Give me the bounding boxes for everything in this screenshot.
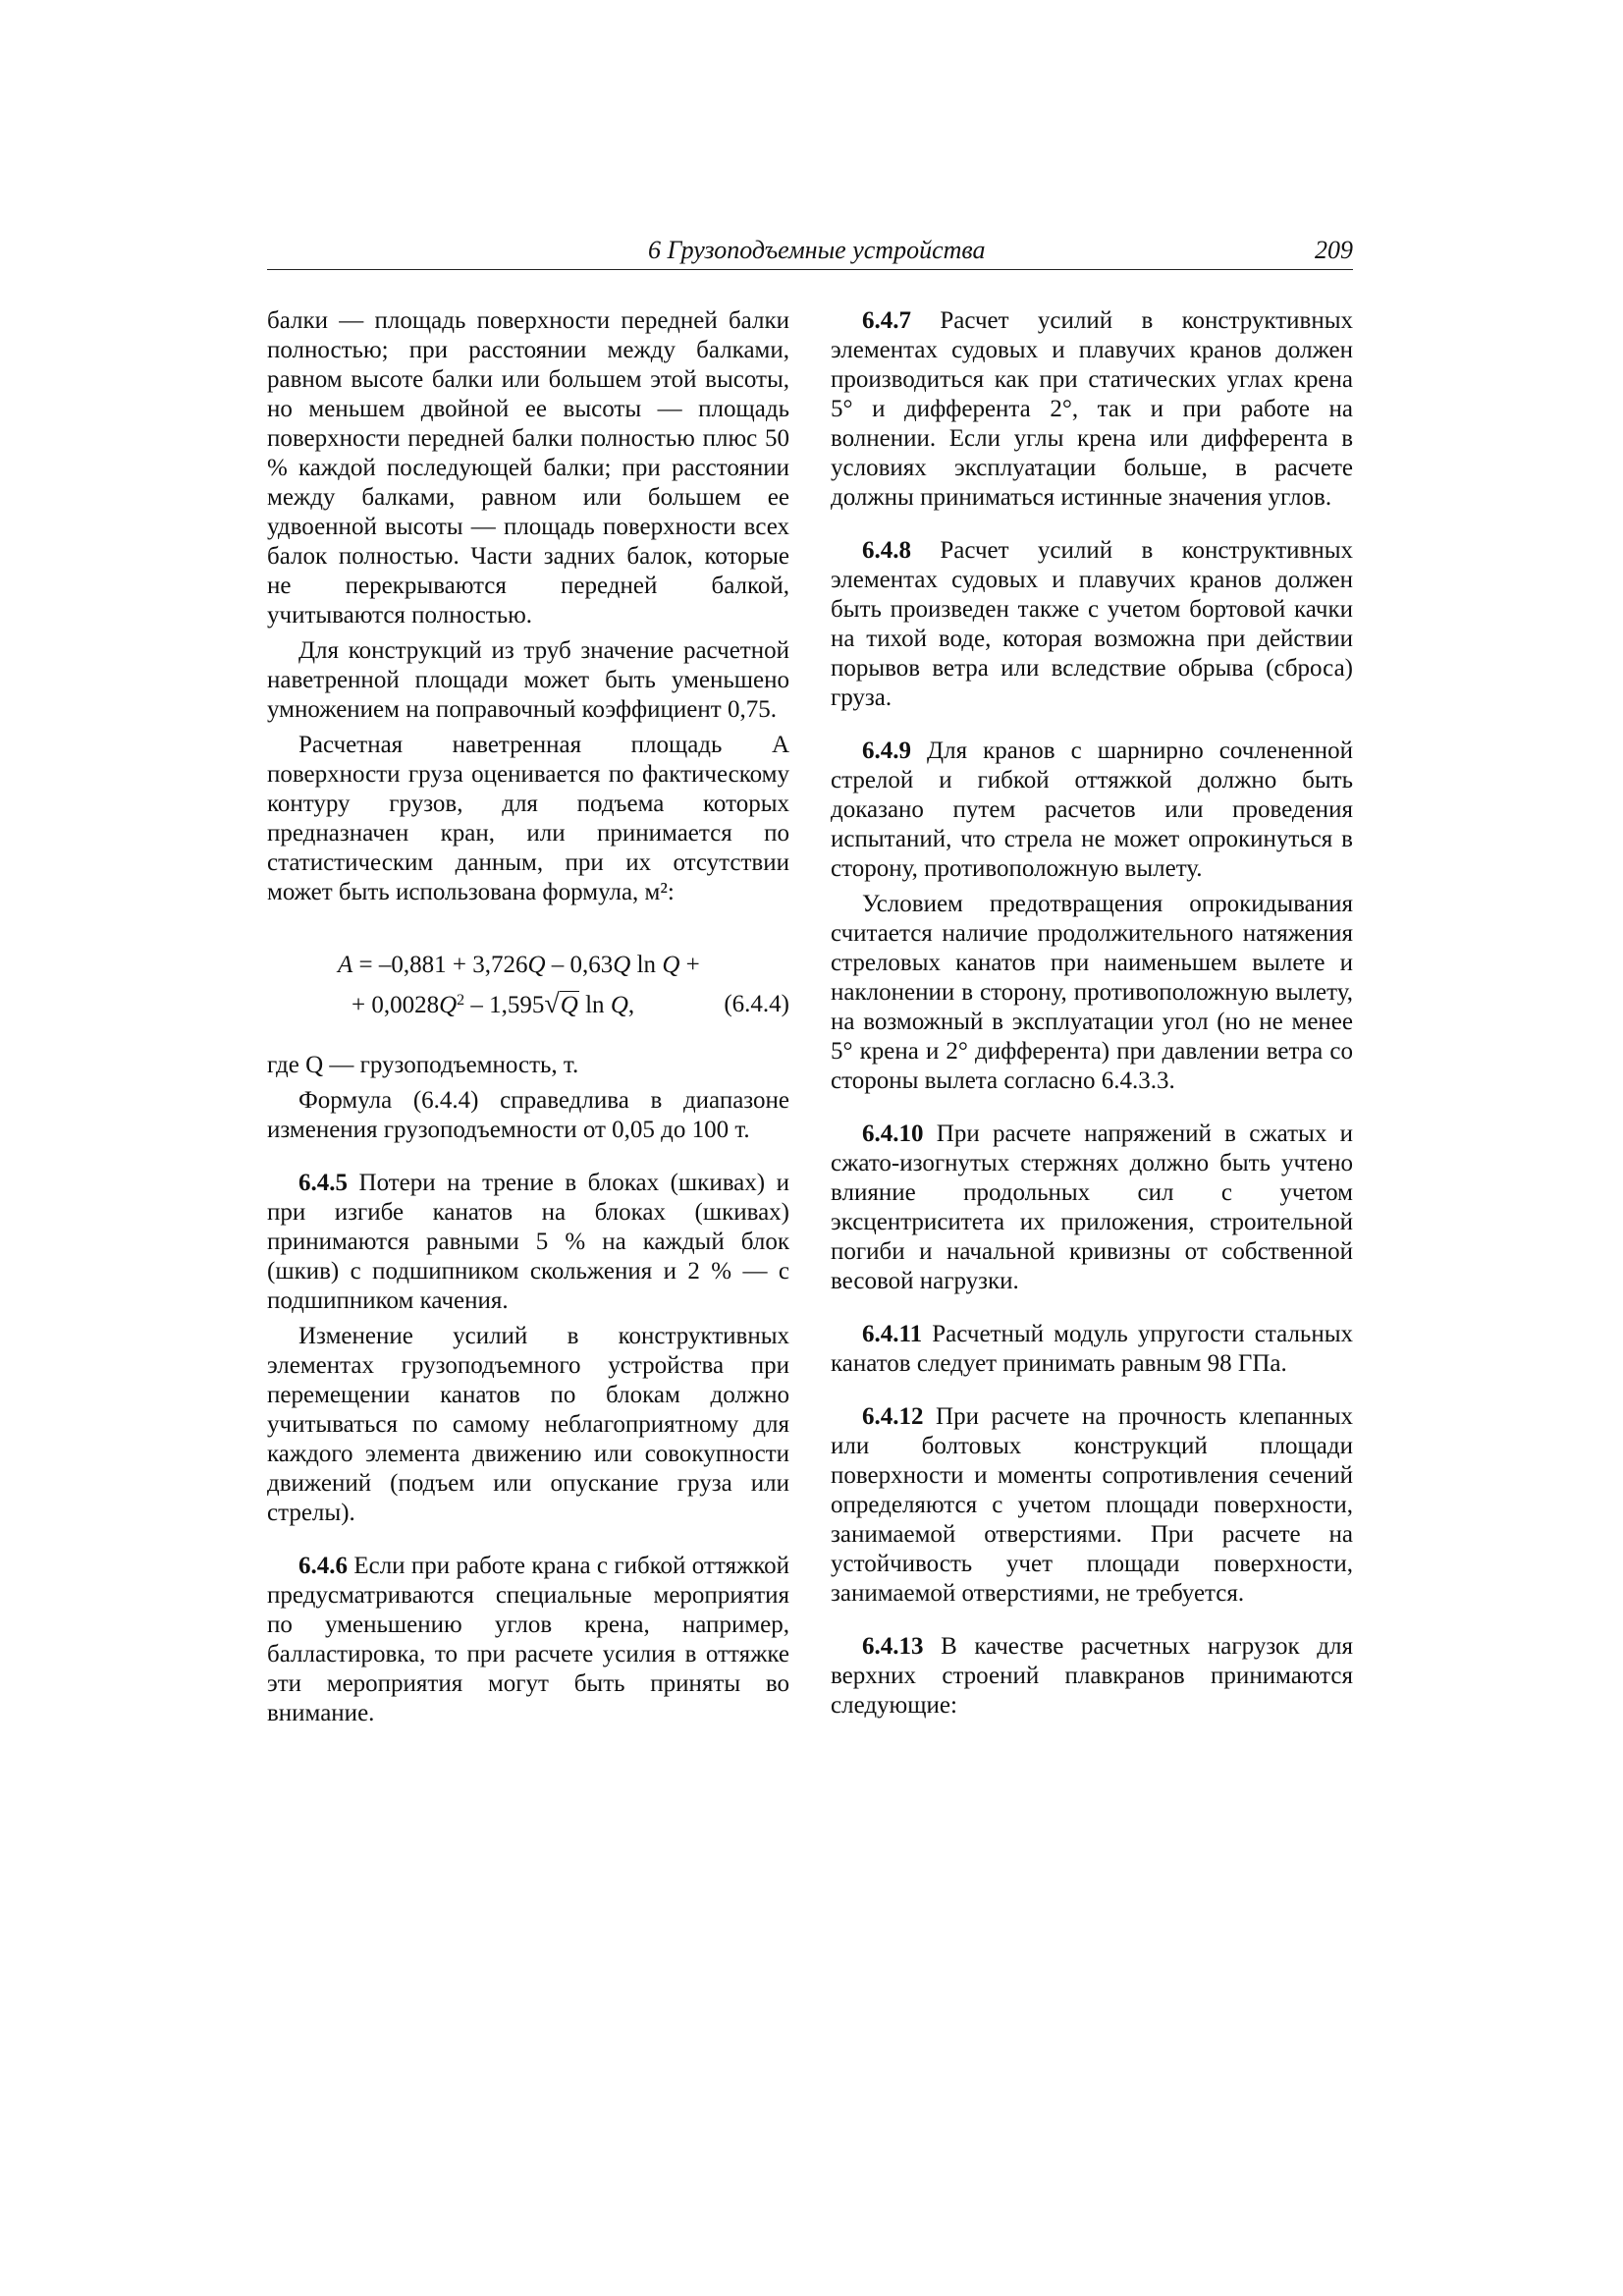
- chapter-title: 6 Грузоподъемные устройства: [648, 236, 986, 264]
- section-number: 6.4.9: [862, 738, 911, 764]
- section-text: Для кранов с шарнирно сочлененной стрелой и гибкой оттяжкой должно быть доказано путем расчетов или проведения испытаний, что стрела не может опрокинуться в сторону, противоположную вылету.: [831, 738, 1353, 882]
- section-number: 6.4.11: [862, 1321, 923, 1347]
- section-6-4-6: [267, 1552, 789, 1728]
- formula-number: (6.4.4): [724, 991, 789, 1017]
- page-number: 209: [1315, 236, 1353, 264]
- section-number: 6.4.7: [862, 307, 911, 334]
- paragraph-cargo-windage-area: Расчетная наветренная площадь A поверхности груза оценивается по фактическому контуру грузов, для подъема которых предназначен кран, или принимается по статистическим данным, при их отсутствии может быть использована формула, м²:: [267, 732, 789, 905]
- section-text: Расчетный модуль упругости стальных канатов следует принимать равным 98 ГПа.: [831, 1321, 1353, 1377]
- formula-line-1: A = –0,881 + 3,726Q – 0,63Q ln Q +: [338, 952, 700, 978]
- section-number: 6.4.10: [862, 1121, 924, 1147]
- section-text: Расчет усилий в конструктивных элементах судовых и плавучих кранов должен быть произведен также с учетом бортовой качки на тихой воде, которая возможна при действии порывов ветра или вследствие обрыва (сброса) груза.: [831, 537, 1353, 711]
- running-header: [267, 236, 1353, 270]
- section-6-4-9: [831, 737, 1353, 884]
- section-text: Если при работе крана с гибкой оттяжкой предусматриваются специальные мероприятия по уменьшению углов крена, например, балластировка, то при расчете усилия в оттяжке эти мероприятия могут быть приняты во внимание.: [267, 1553, 789, 1726]
- section-number: 6.4.6: [298, 1553, 348, 1579]
- right-column: [831, 306, 1353, 1721]
- section-number: 6.4.5: [298, 1170, 348, 1196]
- section-number: 6.4.8: [862, 537, 911, 564]
- formula-line-2: + $0,0028Q^2 - 1,595√Q$ ln Q,: [352, 989, 635, 1019]
- left-column: [267, 306, 789, 1728]
- section-text: Расчет усилий в конструктивных элементах судовых и плавучих кранов должен производиться как при статических углах крена 5° и дифферента 2°, так и при работе на волнении. Если углы крена или дифферента в условиях эксплуатации больше, в расчете должны приниматься истинные значения углов.: [831, 307, 1353, 511]
- section-text: При расчете напряжений в сжатых и сжато-изогнутых стержнях должно быть учтено влияние продольных сил с учетом эксцентриситета их приложения, строительной погиби и начальной кривизны от собственной весовой нагрузки.: [831, 1121, 1353, 1294]
- section-6-4-5: [267, 1169, 789, 1316]
- section-6-4-11: [831, 1320, 1353, 1379]
- section-text: При расчете на прочность клепанных или болтовых конструкций площади поверхности и моменты сопротивления сечений определяются с учетом площади поверхности, занимаемой отверстиями. При расчете на устойчивость учет площади поверхности, занимаемой отверстиями, не требуется.: [831, 1403, 1353, 1607]
- paragraph-formula-range: Формула (6.4.4) справедлива в диапазоне изменения грузоподъемности от 0,05 до 100 т.: [267, 1087, 789, 1143]
- paragraph-beams-continuation: балки — площадь поверхности передней балки полностью; при расстоянии между балками, равном высоте балки или большем этой высоты, но меньшем двойной ее высоты — площадь поверхности передней балки полностью плюс 50 % каждой последующей балки; при расстоянии между балками, равном или большем ее удвоенной высоты — площадь поверхности всех балок полностью. Части задних балок, которые не перекрываются передней балкой, учитываются полностью.: [267, 307, 789, 629]
- section-6-4-13: [831, 1632, 1353, 1721]
- section-text: В качестве расчетных нагрузок для верхних строений плавкранов принимаются следующие:: [831, 1633, 1353, 1719]
- section-text: Потери на трение в блоках (шкивах) и при изгибе канатов на блоках (шкивах) принимаются равными 5 % на каждый блок (шкив) с подшипником скольжения и 2 % — с подшипником качения.: [267, 1170, 789, 1314]
- section-6-4-8: [831, 536, 1353, 713]
- section-6-4-10: [831, 1120, 1353, 1296]
- paragraph-rope-movement: Изменение усилий в конструктивных элементах грузоподъемного устройства при перемещении канатов по блокам должно учитываться по самому неблагоприятному для каждого элемента движению или совокупности движений (подъем или опускание груза или стрелы).: [267, 1323, 789, 1526]
- section-number: 6.4.13: [862, 1633, 924, 1660]
- section-6-4-7: [831, 306, 1353, 513]
- formula-6-4-4: [267, 951, 789, 1045]
- section-number: 6.4.12: [862, 1403, 924, 1430]
- paragraph-where-q: где Q — грузоподъемность, т.: [267, 1052, 579, 1078]
- paragraph-overturn-condition: Условием предотвращения опрокидывания считается наличие продолжительного натяжения стреловых канатов при наименьшем вылете и наклонении в сторону, противоположную вылету, на возможный в эксплуатации угол (но не менее 5° крена и 2° дифферента) при давлении ветра со стороны вылета согласно 6.4.3.3.: [831, 891, 1353, 1094]
- section-6-4-12: [831, 1402, 1353, 1609]
- paragraph-pipe-structures: Для конструкций из труб значение расчетной наветренной площади может быть уменьшено умножением на поправочный коэффициент 0,75.: [267, 637, 789, 723]
